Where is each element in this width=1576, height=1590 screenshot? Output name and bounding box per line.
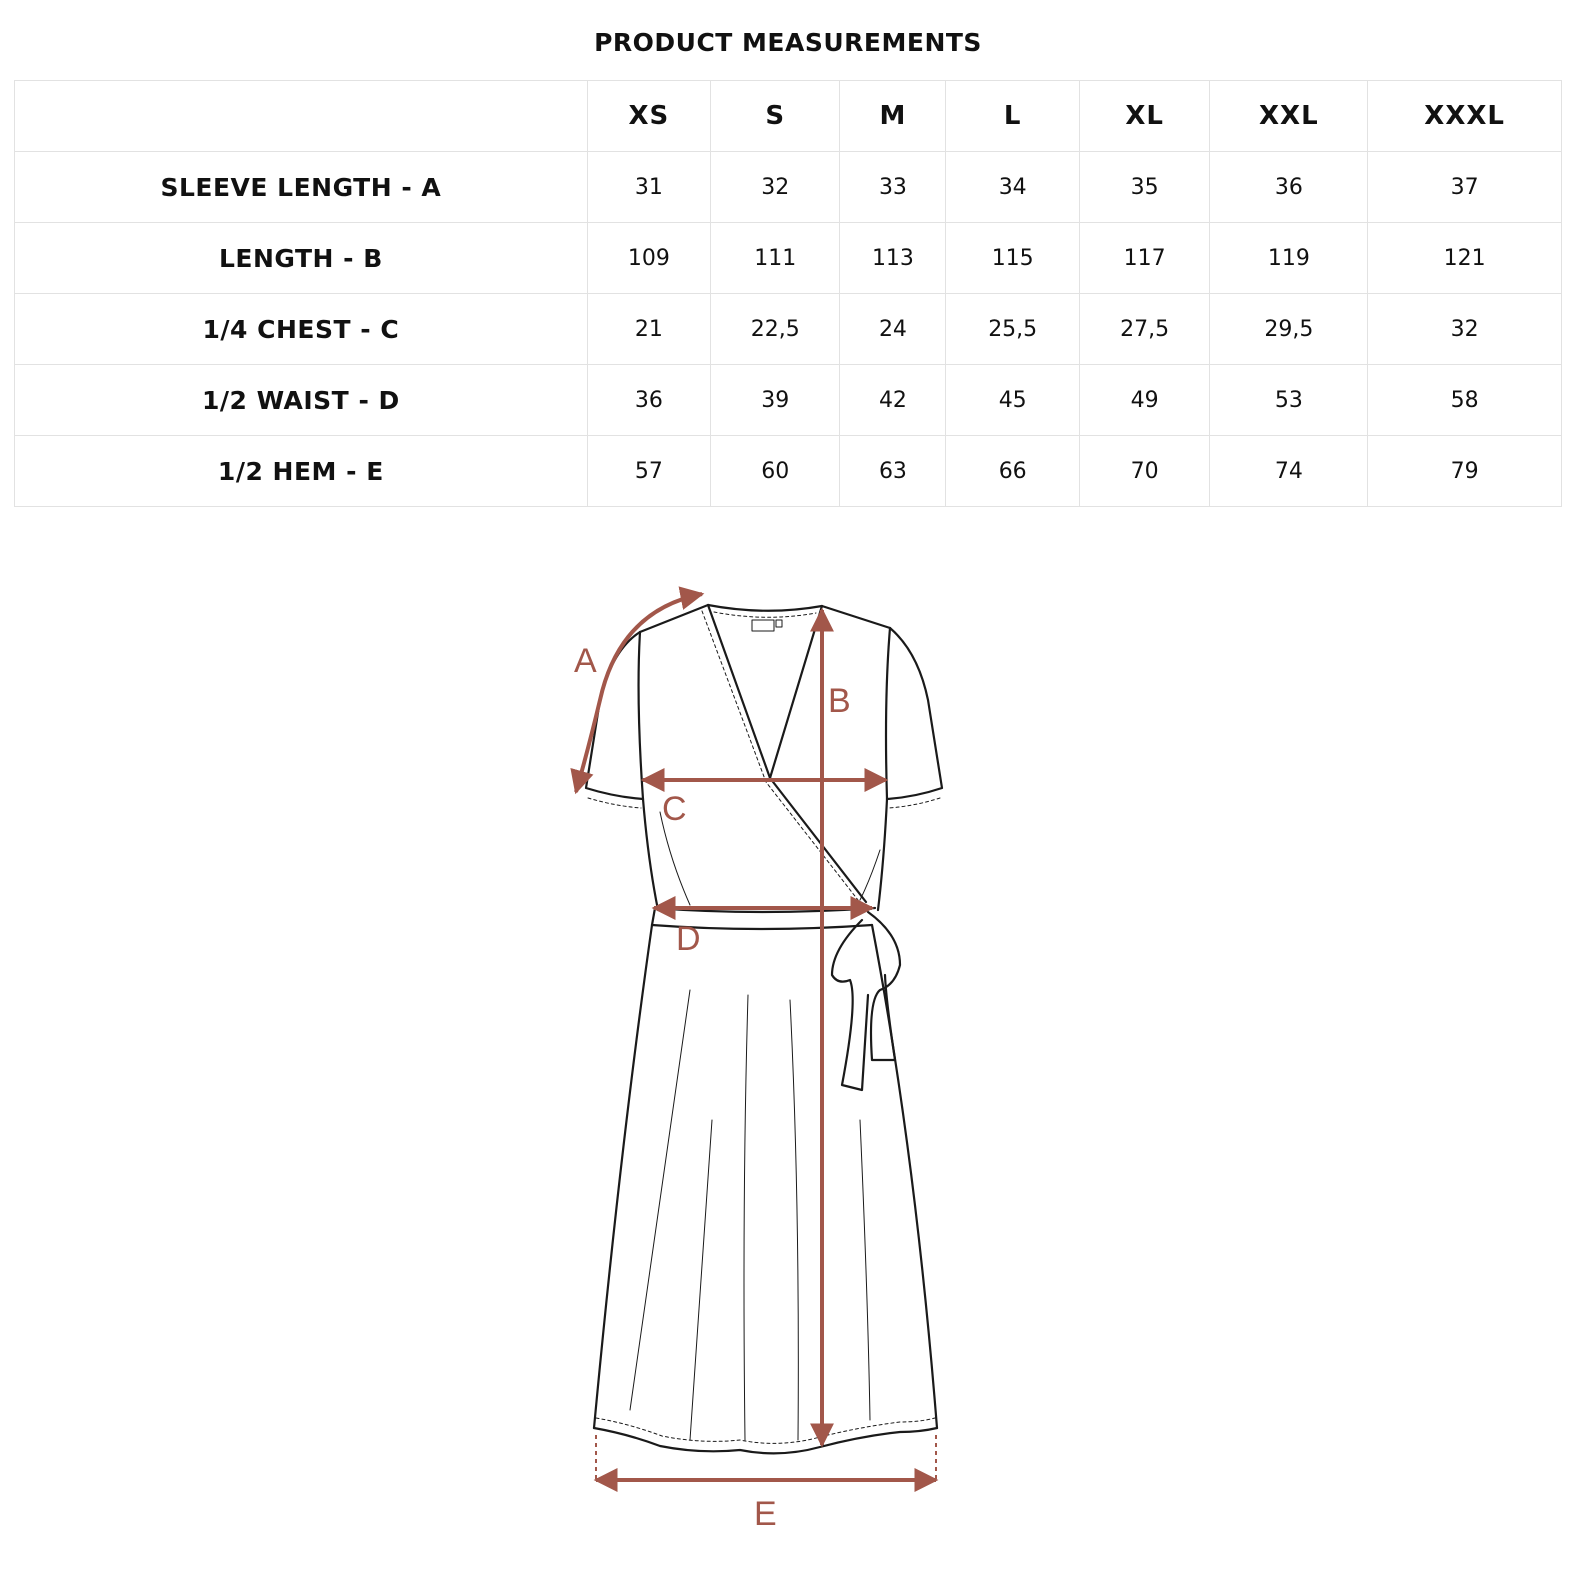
table-cell: 31 <box>587 152 710 223</box>
table-row <box>15 294 1562 365</box>
table-cell: 111 <box>711 223 840 294</box>
table-cell: 36 <box>1210 152 1368 223</box>
dress-measurement-diagram <box>0 540 1576 1590</box>
table-cell: 53 <box>1210 365 1368 436</box>
table-cell: 37 <box>1368 152 1562 223</box>
header-blank-cell <box>15 81 588 152</box>
size-chart-table <box>14 80 1562 507</box>
table-cell: 70 <box>1079 436 1209 507</box>
table-cell: 29,5 <box>1210 294 1368 365</box>
marker-d: D <box>676 920 701 958</box>
table-cell: 74 <box>1210 436 1368 507</box>
table-cell: 121 <box>1368 223 1562 294</box>
table-cell: 21 <box>587 294 710 365</box>
table-cell: 32 <box>1368 294 1562 365</box>
marker-c: C <box>662 790 687 828</box>
size-header: XS <box>587 81 710 152</box>
table-cell: 22,5 <box>711 294 840 365</box>
row-label: SLEEVE LENGTH - A <box>15 152 588 223</box>
dress-outline <box>586 605 942 1453</box>
table-cell: 109 <box>587 223 710 294</box>
table-cell: 119 <box>1210 223 1368 294</box>
table-cell: 60 <box>711 436 840 507</box>
row-label: 1/2 HEM - E <box>15 436 588 507</box>
table-cell: 79 <box>1368 436 1562 507</box>
measurement-lines <box>576 594 936 1480</box>
marker-e: E <box>754 1495 777 1533</box>
size-header: XXL <box>1210 81 1368 152</box>
size-header: XXXL <box>1368 81 1562 152</box>
table-cell: 39 <box>711 365 840 436</box>
size-header: S <box>711 81 840 152</box>
table-cell: 45 <box>946 365 1080 436</box>
table-row <box>15 436 1562 507</box>
table-cell: 58 <box>1368 365 1562 436</box>
table-cell: 25,5 <box>946 294 1080 365</box>
table-cell: 66 <box>946 436 1080 507</box>
size-header: XL <box>1079 81 1209 152</box>
table-row <box>15 365 1562 436</box>
table-row <box>15 152 1562 223</box>
table-cell: 49 <box>1079 365 1209 436</box>
table-cell: 57 <box>587 436 710 507</box>
table-cell: 32 <box>711 152 840 223</box>
row-label: 1/4 CHEST - C <box>15 294 588 365</box>
table-cell: 27,5 <box>1079 294 1209 365</box>
table-cell: 24 <box>840 294 946 365</box>
marker-b: B <box>828 682 851 720</box>
table-cell: 36 <box>587 365 710 436</box>
row-label: 1/2 WAIST - D <box>15 365 588 436</box>
table-cell: 63 <box>840 436 946 507</box>
page-title: PRODUCT MEASUREMENTS <box>594 28 982 57</box>
table-cell: 117 <box>1079 223 1209 294</box>
row-label: LENGTH - B <box>15 223 588 294</box>
table-cell: 33 <box>840 152 946 223</box>
marker-a: A <box>574 642 597 680</box>
table-cell: 113 <box>840 223 946 294</box>
table-cell: 42 <box>840 365 946 436</box>
size-header: M <box>840 81 946 152</box>
table-row <box>15 223 1562 294</box>
table-cell: 34 <box>946 152 1080 223</box>
table-header-row <box>15 81 1562 152</box>
table-cell: 115 <box>946 223 1080 294</box>
table-cell: 35 <box>1079 152 1209 223</box>
size-header: L <box>946 81 1080 152</box>
